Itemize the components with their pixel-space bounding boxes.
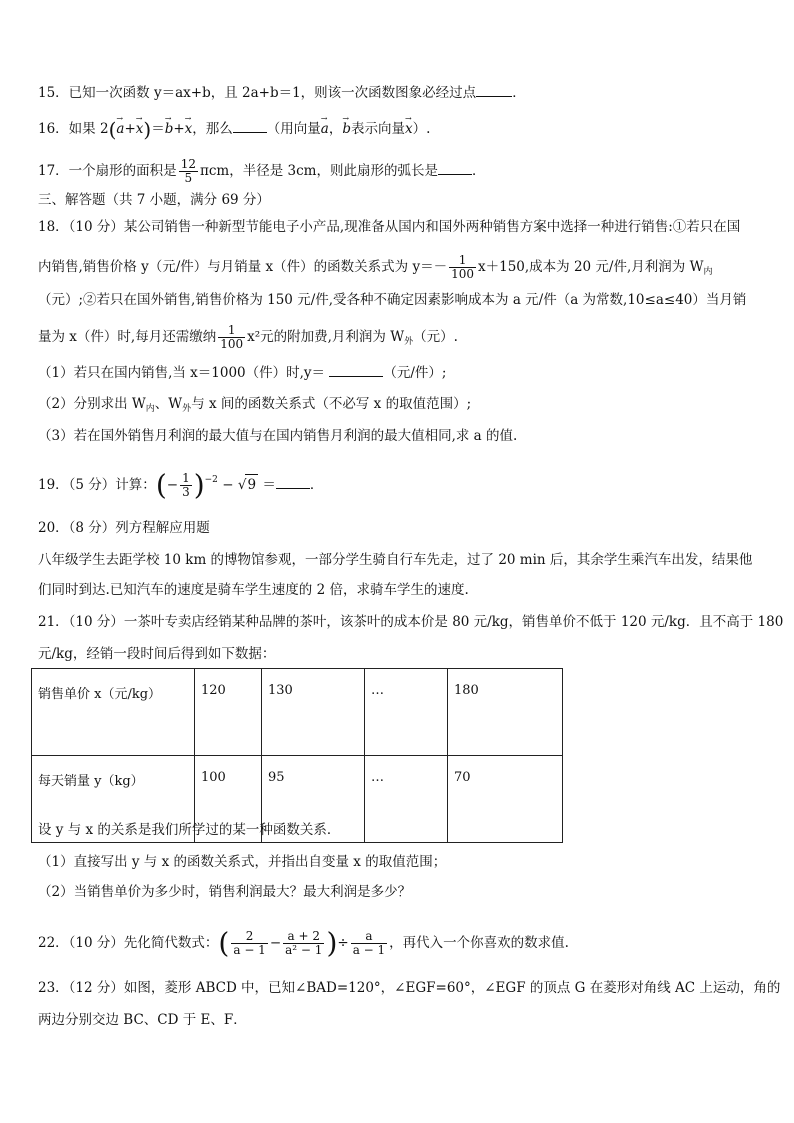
- question-18-line-1: 18．（10 分）某公司销售一种新型节能电子小产品,现准备从国内和国外两种销售方案中选择一种进行销售:①若只在国: [38, 219, 741, 235]
- question-20-line-3: 们同时到达.已知汽车的速度是骑车学生速度的 2 倍，求骑车学生的速度.: [38, 582, 469, 598]
- question-21-part-2: （2）当销售单价为多少时，销售利润最大？最大利润是多少？: [38, 884, 412, 900]
- question-18-part-2: （2）分别求出 $W_内$、$W_外$与 x 间的函数关系式（不必写 x 的取值范围）;: [38, 396, 472, 414]
- fraction: $\frac{a + 2}{\text{a² − 1}}$: [285, 929, 323, 957]
- vector-a: → a: [116, 119, 124, 139]
- question-21-part-1: （1）直接写出 y 与 x 的函数关系式，并指出自变量 x 的取值范围；: [38, 854, 447, 870]
- vector-x: → x: [136, 119, 144, 139]
- answer-blank: [276, 474, 310, 489]
- question-23-line-1: 23．（12 分）如图，菱形 ABCD 中，已知∠BAD=120°，∠EGF=60°，∠EGF 的顶点 G 在菱形对角线 AC 上运动，角的: [38, 980, 781, 996]
- question-23-line-2: 两边分别交边 BC、CD 于 E、F．: [38, 1012, 247, 1028]
- question-21-line-2: 元/kg，经销一段时间后得到如下数据：: [38, 646, 276, 662]
- table-cell: 130: [262, 669, 365, 756]
- fraction: $\frac{1}{100}$: [220, 323, 244, 351]
- vector-b: → b: [165, 119, 174, 139]
- fraction: $\frac{1}{100}$: [451, 253, 474, 281]
- question-18-part-1: （1）若只在国内销售,当 x＝1000（件）时,y＝ （元/件）;: [38, 362, 446, 383]
- fraction: $\frac{12}{5}$: [180, 157, 196, 185]
- table-cell: …: [365, 756, 448, 843]
- table-row: [32, 669, 563, 756]
- vector-x: → x: [185, 119, 193, 139]
- question-21-line-1: 21．（10 分）一茶叶专卖店经销某种品牌的茶叶，该茶叶的成本价是 80 元/kg，销售单价不低于 120 元/kg．且不高于 180: [38, 614, 784, 630]
- table-cell: 每天销量 y（kg）: [32, 756, 195, 843]
- question-17: 17．一个扇形的面积是 $\frac{12}{5}$ πcm，半径是 3cm，则此扇形的弧长是 ．: [38, 157, 486, 185]
- question-22: 22．（10 分）先化简代数式：( $\frac{2}{a - 1}$ − $\frac{a + 2}{\text{a² − 1}}$ )÷ $\frac{a}{a - 1}$ ，再代入一个你喜欢的数求值.: [38, 926, 569, 960]
- vector-a: → a: [321, 119, 329, 139]
- answer-blank: [233, 118, 267, 133]
- question-19: 19．（5 分）计算：(− $\frac{1}{3}$ )$^{-2}$ − √9 ＝ ．: [38, 468, 324, 502]
- vector-x: → x: [405, 119, 413, 139]
- section-heading: 三、解答题（共 7 小题，满分 69 分）: [38, 192, 270, 208]
- table-cell: 100: [195, 756, 262, 843]
- fraction: $\frac{1}{3}$: [182, 471, 190, 499]
- question-18-line-2: 内销售,销售价格 y（元/件）与月销量 x（件）的函数关系式为 y＝－ $\frac{1}{100}$ x＋150,成本为 20 元/件,月利润为 $W_内$: [38, 253, 713, 281]
- question-15: 15．已知一次函数 y＝ax+b，且 2a+b＝1，则该一次函数图象必经过点 ．: [38, 82, 526, 103]
- table-cell: 120: [195, 669, 262, 756]
- answer-blank: [476, 82, 512, 97]
- table-cell: 70: [448, 756, 563, 843]
- table-cell: 180: [448, 669, 563, 756]
- answer-blank: [329, 362, 383, 377]
- table-cell: 销售单价 x（元/kg）: [32, 669, 195, 756]
- data-table: [31, 668, 563, 843]
- question-20-line-2: 八年级学生去距学校 10 km 的博物馆参观，一部分学生骑自行车先走，过了 20 min 后，其余学生乘汽车出发，结果他: [38, 552, 753, 568]
- question-18-line-3: （元）;②若只在国外销售,销售价格为 150 元/件,受各种不确定因素影响成本为 a 元/件（a 为常数,10≤a≤40）当月销: [38, 292, 747, 308]
- question-21-line-3: 设 y 与 x 的关系是我们所学过的某一种函数关系．: [38, 822, 341, 838]
- fraction: $\frac{a}{a - 1}$: [352, 929, 386, 957]
- vector-b: → b: [342, 119, 351, 139]
- table-cell: 95: [262, 756, 365, 843]
- question-18-line-4: 量为 x（件）时,每月还需缴纳 $\frac{1}{100}$ x²元的附加费,月利润为 $W_外$（元）.: [38, 323, 458, 351]
- question-16: 16．如果 2(→ a+→ x)＝→ b+→ x，那么 （用向量→ a，→ b表示向量→ x）.: [38, 118, 430, 140]
- question-20-line-1: 20．（8 分）列方程解应用题: [38, 520, 210, 536]
- answer-blank: [438, 160, 472, 175]
- question-18-part-3: （3）若在国外销售月利润的最大值与在国内销售月利润的最大值相同,求 a 的值.: [38, 428, 518, 444]
- fraction: $\frac{2}{a - 1}$: [233, 929, 266, 957]
- table-cell: …: [365, 669, 448, 756]
